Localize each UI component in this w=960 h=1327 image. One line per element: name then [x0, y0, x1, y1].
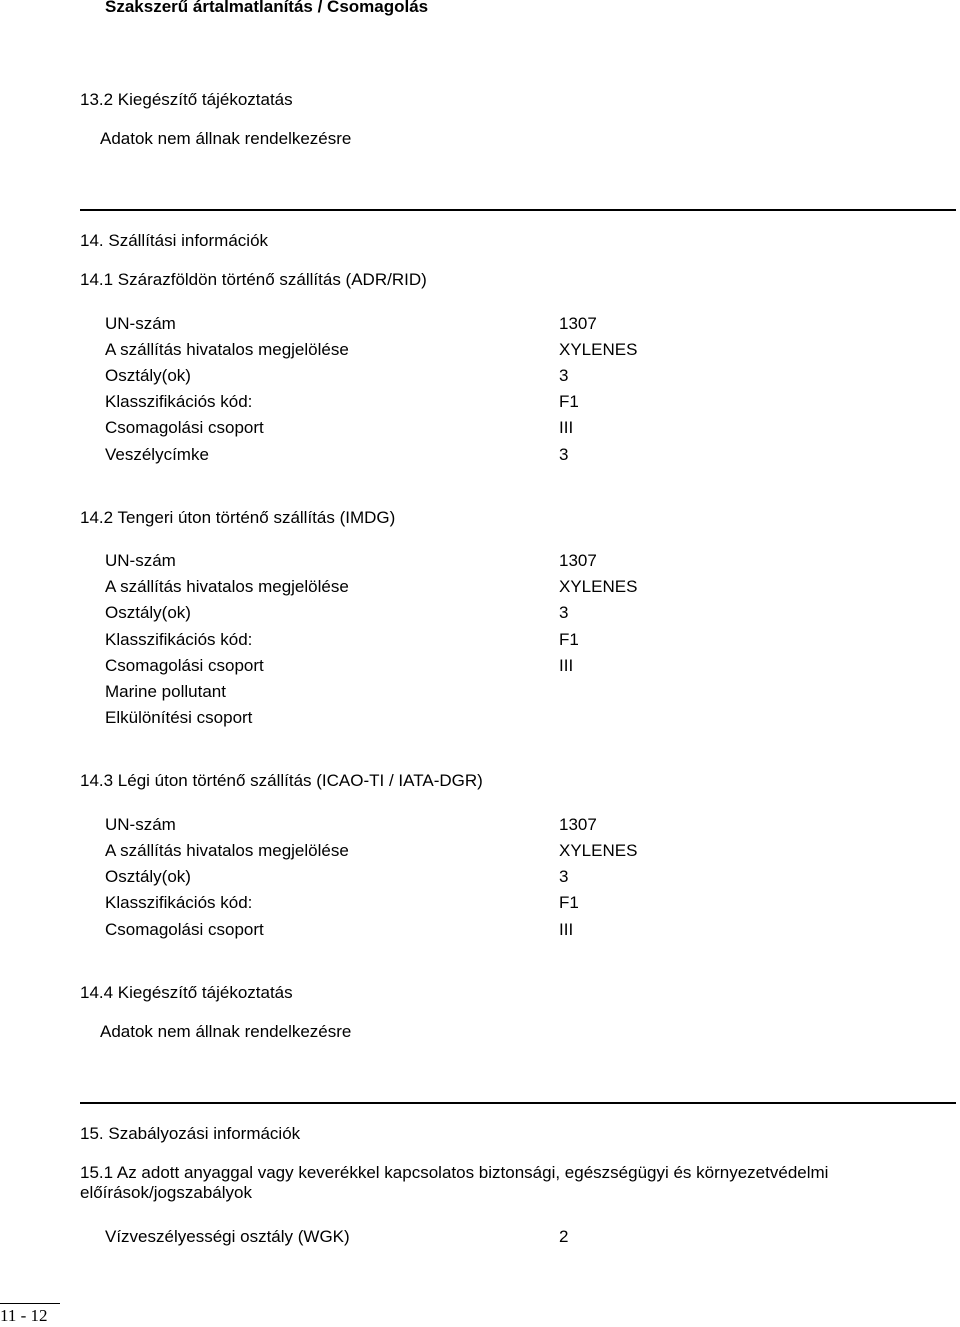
page-number: 11 - 12 [0, 1306, 48, 1325]
row-value: III [559, 418, 574, 437]
row-label: Osztály(ok) [105, 366, 191, 385]
row-label: A szállítás hivatalos megjelölése [105, 340, 349, 359]
row-label: Klasszifikációs kód: [105, 392, 253, 411]
row-label: A szállítás hivatalos megjelölése [105, 841, 349, 860]
row-label: Csomagolási csoport [105, 418, 264, 437]
row-value: F1 [559, 630, 579, 649]
wgk-value: 2 [559, 1227, 569, 1246]
row-label: Veszélycímke [105, 445, 209, 464]
row-value: 3 [559, 867, 569, 886]
row-value: F1 [559, 893, 579, 912]
row-label: Elkülönítési csoport [105, 708, 253, 727]
section-15-heading: 15. Szabályozási információk [80, 1124, 301, 1143]
row-label: Klasszifikációs kód: [105, 630, 253, 649]
row-label: Csomagolási csoport [105, 656, 264, 675]
section-divider [80, 209, 956, 211]
section-13-2-text: Adatok nem állnak rendelkezésre [100, 129, 352, 148]
section-13-2-heading: 13.2 Kiegészítő tájékoztatás [80, 90, 293, 109]
row-value: 1307 [559, 314, 597, 333]
row-value: 3 [559, 603, 569, 622]
row-value: F1 [559, 392, 579, 411]
section-14-4-heading: 14.4 Kiegészítő tájékoztatás [80, 983, 293, 1002]
row-value: 1307 [559, 815, 597, 834]
row-label: Osztály(ok) [105, 867, 191, 886]
row-label: UN-szám [105, 314, 176, 333]
section-14-3-heading: 14.3 Légi úton történő szállítás (ICAO-TI / IATA-DGR) [80, 771, 483, 790]
row-value: 1307 [559, 551, 597, 570]
row-label: A szállítás hivatalos megjelölése [105, 577, 349, 596]
row-label: Klasszifikációs kód: [105, 893, 253, 912]
row-label: Csomagolási csoport [105, 920, 264, 939]
document-header-title: Szakszerű ártalmatlanítás / Csomagolás [105, 0, 429, 16]
row-value: III [559, 656, 574, 675]
row-value: III [559, 920, 574, 939]
row-label: Osztály(ok) [105, 603, 191, 622]
row-value: 3 [559, 445, 569, 464]
section-14-4-text: Adatok nem állnak rendelkezésre [100, 1022, 352, 1041]
footer-divider [0, 1303, 60, 1304]
row-label: UN-szám [105, 551, 176, 570]
section-15-1-heading-line1: 15.1 Az adott anyaggal vagy keverékkel kapcsolatos biztonsági, egészségügyi és környezetvédelmi [80, 1163, 829, 1182]
section-15-1-heading-line2: előírások/jogszabályok [80, 1183, 252, 1202]
section-14-1-heading: 14.1 Szárazföldön történő szállítás (ADR/RID) [80, 270, 427, 289]
section-14-heading: 14. Szállítási információk [80, 231, 269, 250]
section-14-2-heading: 14.2 Tengeri úton történő szállítás (IMDG) [80, 508, 396, 527]
row-value: 3 [559, 366, 569, 385]
section-divider [80, 1102, 956, 1104]
row-value: XYLENES [559, 841, 638, 860]
row-value: XYLENES [559, 577, 638, 596]
row-label: UN-szám [105, 815, 176, 834]
wgk-label: Vízveszélyességi osztály (WGK) [105, 1227, 350, 1246]
row-label: Marine pollutant [105, 682, 226, 701]
row-value: XYLENES [559, 340, 638, 359]
